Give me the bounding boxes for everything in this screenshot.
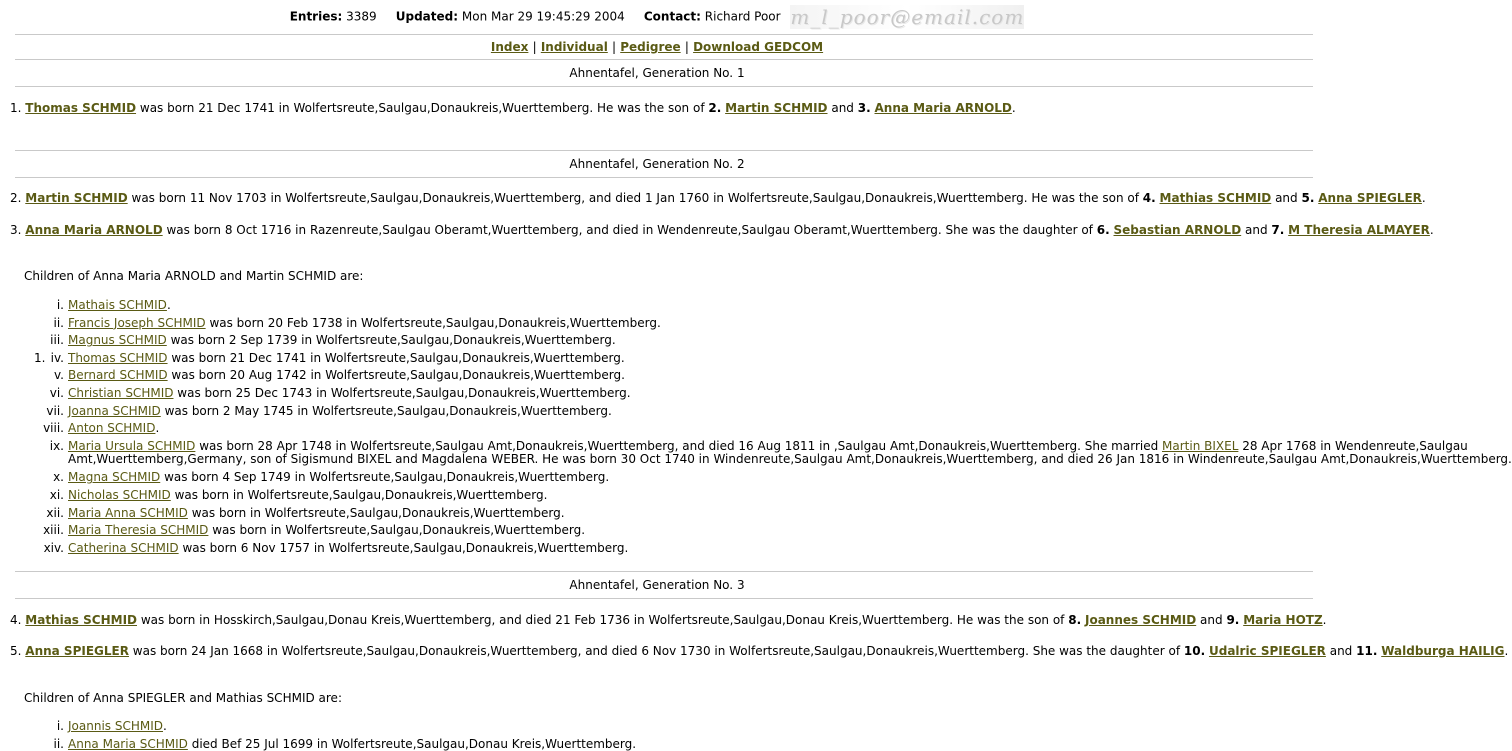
entry-text: and bbox=[831, 101, 854, 115]
entry-number: 4. bbox=[10, 613, 22, 627]
entry-number: 5. bbox=[1301, 191, 1315, 205]
entry-text: was born 21 Dec 1741 in Wolfertsreute,Saulgau,Donaukreis,Wuerttemberg. He was the son of bbox=[139, 101, 705, 115]
child-text: . bbox=[155, 421, 160, 436]
child-link[interactable]: Thomas SCHMID bbox=[68, 350, 168, 365]
entry-number: 9. bbox=[1226, 613, 1240, 627]
child-entry bbox=[6, 523, 585, 537]
child-link[interactable]: Mathais SCHMID bbox=[68, 298, 167, 312]
generation-2-title: Ahnentafel, Generation No. 2 bbox=[569, 157, 745, 171]
divider bbox=[15, 34, 1313, 35]
child-link[interactable]: Maria Ursula SCHMID bbox=[68, 438, 196, 453]
nav-separator: | bbox=[684, 40, 689, 54]
child-text: 28 Apr 1768 in Wendenreute,Saulgau bbox=[1238, 438, 1468, 453]
child-link[interactable]: Magna SCHMID bbox=[68, 470, 161, 485]
nav-bar bbox=[0, 40, 1314, 54]
child-entry bbox=[6, 368, 625, 382]
child-entry bbox=[6, 316, 661, 330]
child-entry bbox=[6, 737, 636, 751]
child-link[interactable]: Maria Theresia SCHMID bbox=[68, 523, 209, 538]
entry-text: and bbox=[1245, 223, 1268, 237]
generation-3-title: Ahnentafel, Generation No. 3 bbox=[569, 578, 745, 592]
child-text: was born 21 Dec 1741 in Wolfertsreute,Saulgau,Donaukreis,Wuerttemberg. bbox=[167, 350, 625, 365]
child-roman-numeral: i. bbox=[56, 719, 64, 733]
nav-pedigree-link[interactable]: Pedigree bbox=[620, 40, 681, 54]
generation-1-title: Ahnentafel, Generation No. 1 bbox=[569, 66, 745, 80]
child-roman-numeral: v. bbox=[54, 368, 64, 383]
entry-number: 6. bbox=[1096, 223, 1110, 237]
updated-value: Mon Mar 29 19:45:29 2004 bbox=[461, 9, 625, 24]
entry-text: . bbox=[1504, 644, 1509, 658]
child-roman-numeral: iv. bbox=[50, 350, 64, 365]
person-link[interactable]: Anna Maria ARNOLD bbox=[25, 223, 163, 237]
entry-number: 7. bbox=[1271, 223, 1285, 237]
entries-value: 3389 bbox=[346, 9, 377, 24]
child-link[interactable]: Christian SCHMID bbox=[68, 386, 174, 400]
divider bbox=[15, 86, 1313, 87]
child-entry bbox=[6, 439, 1468, 453]
entry-text: . bbox=[1421, 191, 1426, 205]
child-roman-numeral: i. bbox=[56, 298, 64, 312]
entry-number: 11. bbox=[1356, 644, 1378, 658]
divider bbox=[15, 598, 1313, 599]
child-text: was born 20 Aug 1742 in Wolfertsreute,Saulgau,Donaukreis,Wuerttemberg. bbox=[167, 368, 625, 383]
person-entry-1 bbox=[10, 101, 1310, 115]
child-link[interactable]: Joannis SCHMID bbox=[68, 719, 163, 733]
entry-text: was born 24 Jan 1668 in Wolfertsreute,Saulgau,Donaukreis,Wuerttemberg, and died 6 Nov 1730 in Wolfertsreute,Saulgau,Donaukreis,Wuerttemberg. She was the daughter of bbox=[132, 644, 1181, 658]
child-entry bbox=[6, 351, 625, 365]
child-roman-numeral: ii. bbox=[53, 736, 64, 751]
mother-link[interactable]: Waldburga HAILIG bbox=[1381, 644, 1505, 658]
father-link[interactable]: Mathias SCHMID bbox=[1159, 191, 1272, 205]
person-link[interactable]: Anna SPIEGLER bbox=[25, 644, 129, 658]
contact-value: Richard Poor bbox=[704, 9, 781, 24]
child-text: was born 6 Nov 1757 in Wolfertsreute,Saulgau,Donaukreis,Wuerttemberg. bbox=[178, 540, 629, 555]
divider bbox=[15, 571, 1313, 572]
child-text: was born in Wolfertsreute,Saulgau,Donaukreis,Wuerttemberg. bbox=[170, 488, 548, 502]
entry-number: 4. bbox=[1142, 191, 1156, 205]
child-entry bbox=[6, 488, 547, 502]
child-text: was born 28 Apr 1748 in Wolfertsreute,Saulgau Amt,Donaukreis,Wuerttemberg, and died 16 Aug 1811 in ,Saulgau Amt,Donaukreis,Wuerttemberg. She married bbox=[195, 438, 1163, 453]
child-text: was born 2 Sep 1739 in Wolfertsreute,Saulgau,Donaukreis,Wuerttemberg. bbox=[166, 333, 616, 348]
child-roman-numeral: xi. bbox=[49, 488, 64, 502]
child-line-number: 1. bbox=[34, 350, 46, 365]
child-entry bbox=[6, 541, 628, 555]
person-link[interactable]: Martin SCHMID bbox=[25, 191, 128, 205]
child-roman-numeral: vii. bbox=[46, 403, 64, 418]
entry-number: 2. bbox=[708, 101, 722, 115]
child-link[interactable]: Anna Maria SCHMID bbox=[68, 736, 188, 751]
child-link[interactable]: Bernard SCHMID bbox=[68, 368, 168, 383]
mother-link[interactable]: Anna SPIEGLER bbox=[1318, 191, 1422, 205]
child-text: was born in Wolfertsreute,Saulgau,Donaukreis,Wuerttemberg. bbox=[208, 523, 586, 538]
site-header bbox=[0, 5, 1314, 29]
child-entry bbox=[6, 421, 159, 435]
entry-text: and bbox=[1329, 644, 1353, 658]
child-text: was born 20 Feb 1738 in Wolfertsreute,Saulgau,Donaukreis,Wuerttemberg. bbox=[205, 315, 661, 330]
nav-download-gedcom-link[interactable]: Download GEDCOM bbox=[693, 40, 824, 54]
child-link[interactable]: Joanna SCHMID bbox=[68, 403, 161, 418]
divider bbox=[15, 177, 1313, 178]
mother-link[interactable]: Maria HOTZ bbox=[1243, 613, 1323, 627]
child-text: died Bef 25 Jul 1699 in Wolfertsreute,Saulgau,Donau Kreis,Wuerttemberg. bbox=[187, 736, 637, 751]
divider bbox=[15, 150, 1313, 151]
person-entry-3 bbox=[10, 223, 1434, 237]
child-text-continued: Amt,Wuerttemberg,Germany, son of Sigismund BIXEL and Magdalena WEBER. He was born 30 Oct 1740 in Windenreute,Saulgau Amt,Donaukreis,Wuerttemberg, and died 26 Jan 1816 in Windenreute,Saulgau Amt,Donaukreis,Wuerttemberg. bbox=[68, 452, 1512, 467]
child-text: was born 25 Dec 1743 in Wolfertsreute,Saulgau,Donaukreis,Wuerttemberg. bbox=[173, 386, 631, 400]
child-entry bbox=[6, 333, 616, 347]
father-link[interactable]: Sebastian ARNOLD bbox=[1113, 223, 1242, 237]
entry-number: 1. bbox=[10, 101, 22, 115]
child-roman-numeral: xii. bbox=[46, 505, 64, 520]
child-entry bbox=[6, 506, 565, 520]
nav-separator: | bbox=[612, 40, 617, 54]
child-roman-numeral: xiv. bbox=[43, 540, 64, 555]
child-roman-numeral: ii. bbox=[53, 315, 64, 330]
child-link[interactable]: Maria Anna SCHMID bbox=[68, 505, 188, 520]
child-text: . bbox=[163, 719, 167, 733]
entry-text: was born 11 Nov 1703 in Wolfertsreute,Saulgau,Donaukreis,Wuerttemberg, and died 1 Jan 1760 in Wolfertsreute,Saulgau,Donaukreis,Wuerttemberg. He was the son of bbox=[131, 191, 1139, 205]
entry-text: and bbox=[1200, 613, 1223, 627]
contact-label: Contact: bbox=[643, 9, 701, 24]
entry-number: 2. bbox=[10, 191, 22, 205]
entry-number: 3. bbox=[10, 223, 22, 237]
father-link[interactable]: Joannes SCHMID bbox=[1084, 613, 1197, 627]
child-roman-numeral: xiii. bbox=[43, 523, 64, 538]
updated-label: Updated: bbox=[395, 9, 459, 24]
person-entry-4 bbox=[10, 613, 1327, 627]
entry-text: was born 8 Oct 1716 in Razenreute,Saulgau Oberamt,Wuerttemberg, and died in Wendenreute,Saulgau Oberamt,Wuerttemberg. She was the daughter of bbox=[166, 223, 1093, 237]
mother-link[interactable]: Anna Maria ARNOLD bbox=[874, 101, 1012, 115]
entry-text: was born in Hosskirch,Saulgau,Donau Kreis,Wuerttemberg, and died 21 Feb 1736 in Wolfertsreute,Saulgau,Donau Kreis,Wuerttemberg. He was the son of bbox=[140, 613, 1065, 627]
child-roman-numeral: iii. bbox=[50, 333, 64, 348]
child-roman-numeral: viii. bbox=[43, 421, 64, 436]
child-entry bbox=[6, 470, 609, 484]
child-roman-numeral: x. bbox=[53, 470, 64, 485]
person-link[interactable]: Thomas SCHMID bbox=[25, 101, 137, 115]
father-link[interactable]: Martin SCHMID bbox=[725, 101, 828, 115]
child-link[interactable]: Catherina SCHMID bbox=[68, 540, 179, 555]
child-text: was born 2 May 1745 in Wolfertsreute,Saulgau,Donaukreis,Wuerttemberg. bbox=[160, 403, 612, 418]
person-entry-5 bbox=[10, 644, 1509, 658]
children-heading: Children of Anna Maria ARNOLD and Martin SCHMID are: bbox=[24, 269, 364, 283]
children-heading: Children of Anna SPIEGLER and Mathias SCHMID are: bbox=[24, 691, 342, 705]
entries-label: Entries: bbox=[289, 9, 343, 24]
entry-text: . bbox=[1429, 223, 1434, 237]
entry-number: 10. bbox=[1183, 644, 1206, 658]
child-text: was born in Wolfertsreute,Saulgau,Donaukreis,Wuerttemberg. bbox=[187, 505, 565, 520]
child-roman-numeral: ix. bbox=[49, 438, 64, 453]
child-link[interactable]: Magnus SCHMID bbox=[68, 333, 167, 348]
entry-number: 8. bbox=[1068, 613, 1082, 627]
spouse-link[interactable]: Martin BIXEL bbox=[1162, 438, 1239, 453]
person-link[interactable]: Mathias SCHMID bbox=[25, 613, 137, 627]
entry-number: 5. bbox=[10, 644, 22, 658]
entry-text: . bbox=[1322, 613, 1327, 627]
entry-text: and bbox=[1275, 191, 1298, 205]
entry-number: 3. bbox=[857, 101, 871, 115]
child-link[interactable]: Nicholas SCHMID bbox=[68, 488, 171, 502]
person-entry-2 bbox=[10, 191, 1426, 205]
child-entry bbox=[6, 719, 167, 733]
entry-text: . bbox=[1011, 101, 1016, 115]
nav-individual-link[interactable]: Individual bbox=[540, 40, 608, 54]
child-text: was born 4 Sep 1749 in Wolfertsreute,Saulgau,Donaukreis,Wuerttemberg. bbox=[160, 470, 610, 485]
child-entry bbox=[6, 298, 171, 312]
nav-index-link[interactable]: Index bbox=[490, 40, 529, 54]
father-link[interactable]: Udalric SPIEGLER bbox=[1208, 644, 1326, 658]
child-entry bbox=[6, 386, 631, 400]
divider bbox=[15, 59, 1313, 60]
contact-email-image[interactable]: m_l_poor@email.com bbox=[790, 5, 1025, 29]
mother-link[interactable]: M Theresia ALMAYER bbox=[1288, 223, 1430, 237]
child-text: . bbox=[166, 298, 171, 312]
child-link[interactable]: Francis Joseph SCHMID bbox=[68, 315, 206, 330]
nav-separator: | bbox=[532, 40, 537, 54]
child-link[interactable]: Anton SCHMID bbox=[68, 421, 156, 436]
child-roman-numeral: vi. bbox=[49, 386, 64, 400]
child-entry bbox=[6, 404, 612, 418]
